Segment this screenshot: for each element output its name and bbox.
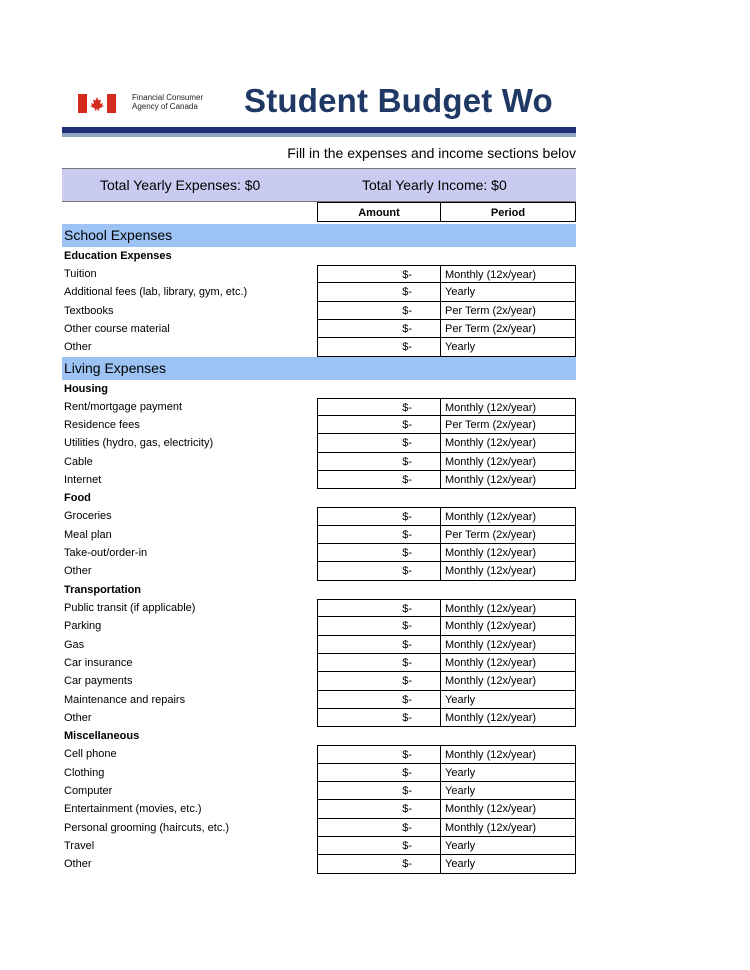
- period-cell[interactable]: Monthly (12x/year): [440, 819, 576, 837]
- page-title: Student Budget Wo: [244, 82, 553, 119]
- expense-row: [62, 320, 576, 338]
- expense-label: Public transit (if applicable): [64, 601, 196, 614]
- expense-row: [62, 691, 576, 709]
- period-cell[interactable]: Monthly (12x/year): [440, 507, 576, 525]
- expense-row: [62, 283, 576, 301]
- expense-row: [62, 855, 576, 873]
- expense-row: [62, 265, 576, 283]
- expense-label: Groceries: [64, 510, 112, 523]
- expense-label: Entertainment (movies, etc.): [64, 803, 202, 816]
- expense-row: [62, 544, 576, 562]
- expense-label: Rent/mortgage payment: [64, 400, 183, 413]
- period-cell[interactable]: Monthly (12x/year): [440, 599, 576, 617]
- expense-label: Textbooks: [64, 304, 114, 317]
- amount-cell[interactable]: $-: [317, 283, 441, 301]
- period-cell[interactable]: Monthly (12x/year): [440, 544, 576, 562]
- period-cell[interactable]: Monthly (12x/year): [440, 654, 576, 672]
- amount-cell[interactable]: $-: [317, 434, 441, 452]
- expense-label: Other: [64, 711, 92, 724]
- period-cell[interactable]: Monthly (12x/year): [440, 800, 576, 818]
- expense-row: [62, 302, 576, 320]
- expense-row: [62, 416, 576, 434]
- period-column-header: Period: [440, 202, 576, 222]
- expense-sections: [62, 224, 576, 874]
- expense-row: [62, 745, 576, 763]
- expense-label: Residence fees: [64, 419, 140, 432]
- amount-cell[interactable]: $-: [317, 764, 441, 782]
- amount-cell[interactable]: $-: [317, 338, 441, 356]
- period-cell[interactable]: Monthly (12x/year): [440, 617, 576, 635]
- amount-cell[interactable]: $-: [317, 416, 441, 434]
- expense-label: Cable: [64, 455, 93, 468]
- expense-row: [62, 453, 576, 471]
- total-yearly-income: Total Yearly Income: $0: [362, 177, 507, 193]
- total-yearly-expenses: Total Yearly Expenses: $0: [100, 177, 261, 193]
- expense-label: Other: [64, 341, 92, 354]
- amount-cell[interactable]: $-: [317, 507, 441, 525]
- instructions-text: Fill in the expenses and income sections belov: [287, 145, 576, 161]
- totals-bar: [62, 169, 576, 202]
- expense-row: [62, 636, 576, 654]
- amount-cell[interactable]: $-: [317, 471, 441, 489]
- expense-label: Other course material: [64, 323, 170, 336]
- amount-cell[interactable]: $-: [317, 800, 441, 818]
- canada-flag-icon: [78, 94, 116, 113]
- group-header: Food: [64, 492, 91, 505]
- period-cell[interactable]: Yearly: [440, 764, 576, 782]
- agency-line-2: Agency of Canada: [132, 102, 198, 111]
- expense-row: [62, 526, 576, 544]
- period-cell[interactable]: Monthly (12x/year): [440, 453, 576, 471]
- expense-row: [62, 819, 576, 837]
- period-cell[interactable]: Monthly (12x/year): [440, 672, 576, 690]
- period-cell[interactable]: Yearly: [440, 855, 576, 873]
- period-cell[interactable]: Yearly: [440, 691, 576, 709]
- amount-cell[interactable]: $-: [317, 855, 441, 873]
- amount-cell[interactable]: $-: [317, 782, 441, 800]
- expense-label: Tuition: [64, 268, 97, 280]
- expense-row: [62, 617, 576, 635]
- expense-label: Maintenance and repairs: [64, 693, 186, 706]
- amount-column-header: Amount: [317, 202, 441, 222]
- agency-name: [132, 93, 203, 111]
- period-cell[interactable]: Monthly (12x/year): [440, 265, 576, 283]
- period-cell[interactable]: Yearly: [440, 338, 576, 356]
- expense-label: Travel: [64, 839, 95, 852]
- amount-cell[interactable]: $-: [317, 691, 441, 709]
- expense-label: Cell phone: [64, 748, 117, 761]
- period-cell[interactable]: Yearly: [440, 283, 576, 301]
- amount-cell[interactable]: $-: [317, 819, 441, 837]
- expense-row: [62, 837, 576, 855]
- amount-cell[interactable]: $-: [317, 636, 441, 654]
- expense-row: [62, 599, 576, 617]
- group-header: Housing: [64, 382, 108, 395]
- group-header: Education Expenses: [64, 250, 172, 262]
- amount-cell[interactable]: $-: [317, 453, 441, 471]
- expense-label: Car payments: [64, 675, 133, 688]
- amount-cell[interactable]: $-: [317, 398, 441, 416]
- amount-cell[interactable]: $-: [317, 265, 441, 283]
- amount-cell[interactable]: $-: [317, 709, 441, 727]
- period-cell[interactable]: Per Term (2x/year): [440, 526, 576, 544]
- group-header: Miscellaneous: [64, 730, 140, 743]
- expense-row: [62, 654, 576, 672]
- expense-row: [62, 471, 576, 489]
- period-cell[interactable]: Per Term (2x/year): [440, 416, 576, 434]
- expense-label: Personal grooming (haircuts, etc.): [64, 821, 230, 834]
- expense-row: [62, 782, 576, 800]
- amount-cell[interactable]: $-: [317, 837, 441, 855]
- agency-line-1: Financial Consumer: [132, 93, 204, 102]
- expense-row: [62, 434, 576, 452]
- amount-cell[interactable]: $-: [317, 654, 441, 672]
- period-cell[interactable]: Yearly: [440, 837, 576, 855]
- amount-cell[interactable]: $-: [317, 672, 441, 690]
- expense-row: [62, 764, 576, 782]
- expense-row: [62, 507, 576, 525]
- expense-label: Other: [64, 565, 92, 578]
- expense-label: Car insurance: [64, 656, 133, 669]
- expense-label: Internet: [64, 474, 102, 487]
- expense-row: [62, 338, 576, 356]
- expense-row: [62, 562, 576, 580]
- worksheet-header: [78, 80, 578, 128]
- period-cell[interactable]: Monthly (12x/year): [440, 709, 576, 727]
- period-cell[interactable]: Monthly (12x/year): [440, 636, 576, 654]
- section-header: School Expenses: [62, 224, 576, 247]
- period-cell[interactable]: Yearly: [440, 782, 576, 800]
- expense-label: Computer: [64, 784, 113, 797]
- amount-cell[interactable]: $-: [317, 617, 441, 635]
- amount-cell[interactable]: $-: [317, 320, 441, 338]
- amount-cell[interactable]: $-: [317, 562, 441, 580]
- period-cell[interactable]: Monthly (12x/year): [440, 434, 576, 452]
- group-header: Transportation: [64, 583, 142, 596]
- expense-label: Meal plan: [64, 528, 112, 541]
- period-cell[interactable]: Monthly (12x/year): [440, 398, 576, 416]
- period-cell[interactable]: Monthly (12x/year): [440, 471, 576, 489]
- expense-row: [62, 398, 576, 416]
- expense-row: [62, 672, 576, 690]
- expense-label: Clothing: [64, 766, 105, 779]
- expense-label: Other: [64, 858, 92, 871]
- amount-cell[interactable]: $-: [317, 544, 441, 562]
- expense-label: Utilities (hydro, gas, electricity): [64, 437, 214, 450]
- period-cell[interactable]: Per Term (2x/year): [440, 320, 576, 338]
- period-cell[interactable]: Monthly (12x/year): [440, 745, 576, 763]
- expense-row: [62, 709, 576, 727]
- expense-label: Parking: [64, 620, 102, 633]
- amount-cell[interactable]: $-: [317, 745, 441, 763]
- expense-label: Additional fees (lab, library, gym, etc.): [64, 286, 248, 299]
- amount-cell[interactable]: $-: [317, 526, 441, 544]
- section-header: Living Expenses: [62, 357, 576, 380]
- period-cell[interactable]: Monthly (12x/year): [440, 562, 576, 580]
- period-cell[interactable]: Per Term (2x/year): [440, 302, 576, 320]
- expense-label: Take-out/order-in: [64, 547, 148, 560]
- header-divider-accent: [62, 133, 576, 137]
- amount-cell[interactable]: $-: [317, 599, 441, 617]
- amount-cell[interactable]: $-: [317, 302, 441, 320]
- expense-label: Gas: [64, 638, 85, 651]
- expense-row: [62, 800, 576, 818]
